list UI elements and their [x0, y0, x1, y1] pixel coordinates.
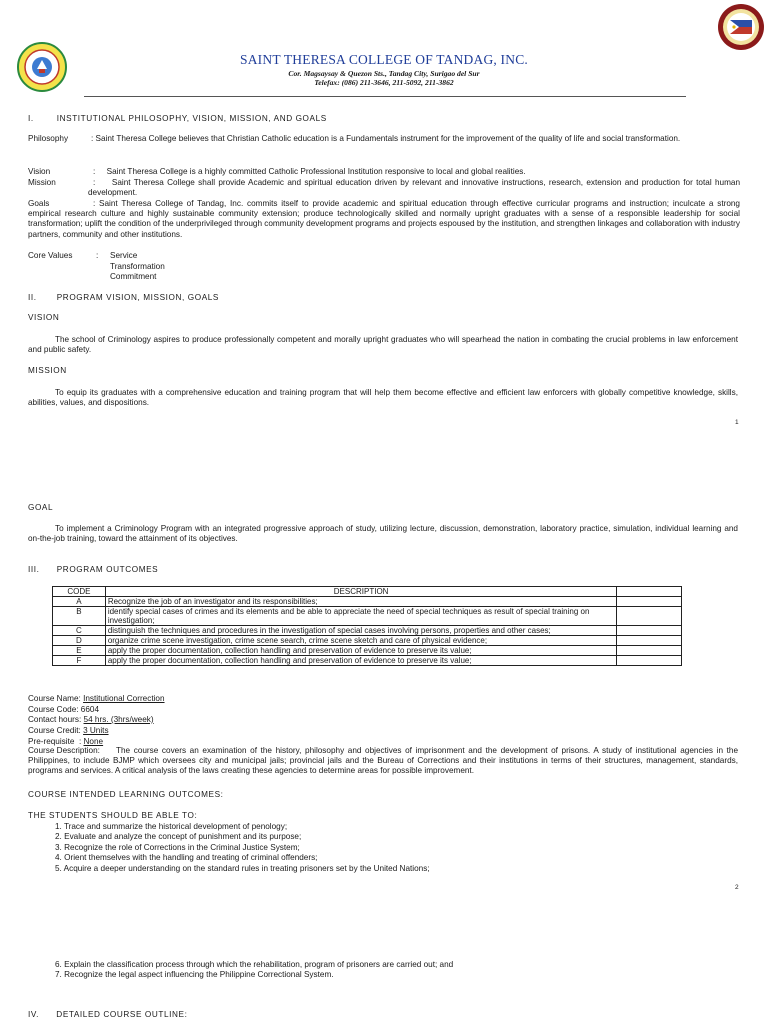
contact-hours-line	[28, 715, 154, 724]
program-goal-text: To implement a Criminology Program with an integrated progressive approach of study, utilizing lecture, discussion, demonstration, laboratory practice, simulation, individual learning and on-the-job training, toward the attainment of its objectives.	[28, 524, 738, 544]
core-value-item: Transformation	[110, 262, 165, 271]
outcome-description: identify special cases of crimes and its elements and be able to appreciate the need of special techniques as result of special training on investigation;	[105, 607, 617, 626]
table-cell-empty	[617, 646, 682, 656]
section-2-heading: II. PROGRAM VISION, MISSION, GOALS	[28, 293, 219, 302]
program-goal-heading: GOAL	[28, 503, 54, 512]
table-cell-empty	[617, 587, 682, 597]
program-mission-heading: MISSION	[28, 366, 67, 375]
page-number: 2	[735, 884, 739, 891]
core-value-item: Service	[110, 251, 138, 260]
course-description-label: Course Description:	[28, 746, 100, 755]
list-item: 1. Trace and summarize the historical development of penology;	[55, 822, 288, 831]
table-cell-empty	[617, 597, 682, 607]
course-description-text	[28, 746, 738, 777]
core-values-label: Core Values	[28, 251, 73, 260]
course-name-value: Institutional Correction	[83, 694, 165, 703]
outcome-code: B	[53, 607, 106, 626]
core-value-item: Commitment	[110, 272, 157, 281]
prerequisite-label: Pre-requisite :	[28, 737, 84, 746]
table-row	[53, 646, 682, 656]
table-header-row	[53, 587, 682, 597]
vision-text: : Saint Theresa College is a highly committed Catholic Professional Institution responsive to local and global realities.	[93, 167, 526, 176]
outcome-code: E	[53, 646, 106, 656]
table-row	[53, 597, 682, 607]
prerequisite-value: None	[83, 737, 104, 746]
page-number: 1	[735, 419, 739, 426]
outcome-description: apply the proper documentation, collection handling and preservation of evidence to preserve its value;	[105, 656, 617, 666]
section-1-heading: I. INSTITUTIONAL PHILOSOPHY, VISION, MISSION, AND GOALS	[28, 114, 327, 123]
philosophy-text: : Saint Theresa College believes that Christian Catholic education is a Fundamentals instrument for the improvement of the quality of life and social transformation.	[91, 134, 681, 143]
course-name-label: Course Name:	[28, 694, 84, 703]
goals-label: Goals	[28, 199, 50, 208]
section-4-heading: IV. DETAILED COURSE OUTLINE:	[28, 1010, 188, 1019]
table-row	[53, 607, 682, 626]
school-telefax: Telefax: (086) 211-3646, 211-5092, 211-3862	[314, 78, 454, 87]
school-address: Cor. Magsaysay & Quezon Sts., Tandag City, Surigao del Sur	[288, 69, 480, 78]
outcome-code: A	[53, 597, 106, 607]
program-mission-text: To equip its graduates with a comprehensive education and training program that will help them become effective and efficient law enforcers with globally competitive knowledge, skills, abilities, values, and dispositions.	[28, 388, 738, 408]
course-code-line	[28, 705, 99, 714]
vision-label: Vision	[28, 167, 51, 176]
goals-text: : Saint Theresa College of Tandag, Inc. commits itself to provide academic and spiritual education through effective curricular programs and instruction; inculcate a strong empirical research culture and highly sustainable community extension; produce technologically skilled and normally upright graduates with a sense of a responsible leadership for social transformation; uplift the condition of the underprivileged through community development programs and projects espoused by the institution, and strengthen linkages and collaboration with industry partners, community and other institutions.	[28, 199, 740, 239]
column-header-description: DESCRIPTION	[105, 587, 617, 597]
outcome-code: F	[53, 656, 106, 666]
header-divider	[84, 96, 686, 97]
course-code-value: 6604	[80, 705, 100, 714]
course-name-line	[28, 694, 165, 703]
ched-seal-right	[717, 3, 765, 51]
list-item: 7. Recognize the legal aspect influencing the Philippine Correctional System.	[55, 970, 334, 979]
outcome-description: Recognize the job of an investigator and its responsibilities;	[105, 597, 617, 607]
outcome-code: C	[53, 626, 106, 636]
course-credit-label: Course Credit:	[28, 726, 84, 735]
mission-text: : Saint Theresa College shall provide Academic and spiritual education driven by relevant and innovative instructions, research, extension and production for total human development.	[88, 178, 743, 198]
program-vision-heading: VISION	[28, 313, 60, 322]
mission-label: Mission	[28, 178, 56, 187]
table-row	[53, 656, 682, 666]
philosophy-label: Philosophy	[28, 134, 69, 143]
column-header-code: CODE	[53, 587, 106, 597]
table-cell-empty	[617, 626, 682, 636]
table-row	[53, 626, 682, 636]
list-item: 3. Recognize the role of Corrections in the Criminal Justice System;	[55, 843, 300, 852]
table-cell-empty	[617, 607, 682, 626]
prerequisite-line	[28, 737, 103, 746]
outcome-description: apply the proper documentation, collection handling and preservation of evidence to preserve its value;	[105, 646, 617, 656]
program-outcomes-table	[52, 586, 682, 666]
school-name: SAINT THERESA COLLEGE OF TANDAG, INC.	[240, 52, 528, 67]
course-credit-line	[28, 726, 109, 735]
table-row	[53, 636, 682, 646]
contact-hours-value: 54 hrs. (3hrs/week)	[83, 715, 154, 724]
table-cell-empty	[617, 656, 682, 666]
program-vision-text: The school of Criminology aspires to produce professionally competent and morally upright graduates who will spearhead the nation in combating the crucial problems in law enforcement and public safety.	[28, 335, 738, 355]
course-description-body: The course covers an examination of the history, philosophy and objectives of imprisonment and the development of prisons. A study of institutional agencies in the Philippines, to include BJMP which oversees city and municipal jails; provincial jails and the Bureau of Corrections and their institutions in terms of their structures, management, standards, programs and services. A critical analysis of the laws creating these agencies to determine areas for possible improvement.	[28, 746, 738, 776]
contact-hours-label: Contact hours:	[28, 715, 84, 724]
learning-outcomes-heading: COURSE INTENDED LEARNING OUTCOMES:	[28, 790, 224, 799]
section-3-heading: III. PROGRAM OUTCOMES	[28, 565, 159, 574]
course-code-label: Course Code:	[28, 705, 81, 714]
table-cell-empty	[617, 636, 682, 646]
learning-outcomes-intro: THE STUDENTS SHOULD BE ABLE TO:	[28, 811, 198, 820]
outcome-description: organize crime scene investigation, crime scene search, crime scene sketch and care of physical evidence;	[105, 636, 617, 646]
course-credit-value: 3 Units	[83, 726, 109, 735]
outcome-code: D	[53, 636, 106, 646]
outcome-description: distinguish the techniques and procedures in the investigation of special cases involving persons, properties and other cases;	[105, 626, 617, 636]
list-item: 2. Evaluate and analyze the concept of punishment and its purpose;	[55, 832, 302, 841]
list-item: 6. Explain the classification process through which the rehabilitation, program of prisoners are carried out; and	[55, 960, 454, 969]
core-values-colon: :	[96, 251, 99, 260]
list-item: 4. Orient themselves with the handling and treating of criminal offenders;	[55, 853, 318, 862]
list-item: 5. Acquire a deeper understanding on the standard rules in treating prisoners set by the United Nations;	[55, 864, 430, 873]
